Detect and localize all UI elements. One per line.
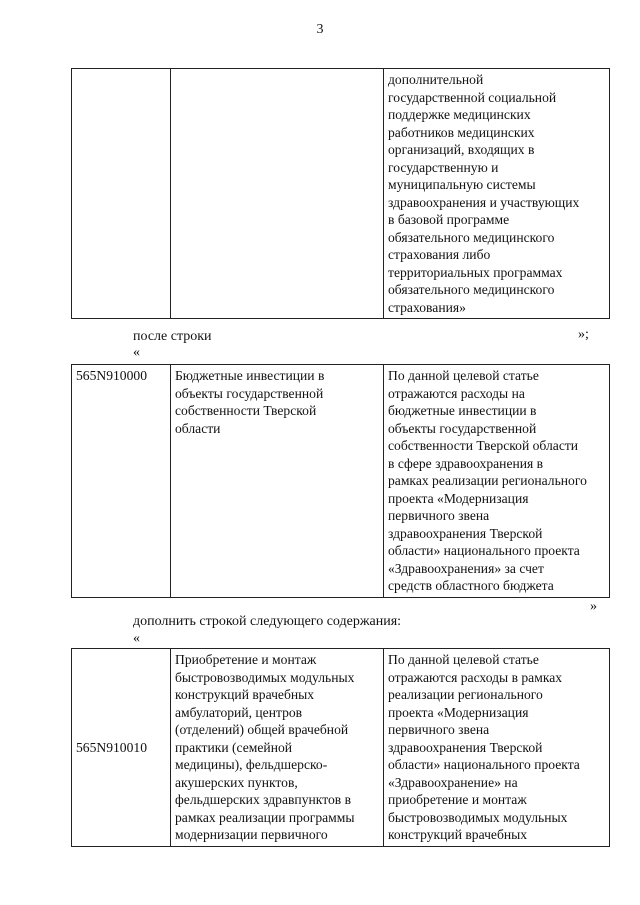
text-line: собственности Тверской области bbox=[388, 438, 579, 453]
text-line: первичного звена bbox=[388, 508, 490, 523]
text-line: конструкций врачебных bbox=[388, 827, 528, 842]
page-number: 3 bbox=[316, 22, 324, 37]
text-line: Бюджетные инвестиции в bbox=[175, 368, 325, 383]
text-line: государственной социальной bbox=[388, 89, 557, 105]
text-line: «Здравоохранения» за счет bbox=[388, 560, 544, 576]
table-row bbox=[72, 649, 610, 847]
text-line: рамках реализации регионального bbox=[388, 473, 587, 488]
text-line: в базовой программе bbox=[388, 212, 510, 227]
name-cell bbox=[171, 365, 384, 598]
text-line: в сфере здравоохранения в bbox=[388, 455, 544, 471]
text-line: области» национального проекта bbox=[388, 757, 580, 772]
text-line: поддержке медицинских bbox=[388, 107, 531, 122]
code-cell: 565N910010 bbox=[72, 649, 171, 847]
text-line: работников медицинских bbox=[388, 124, 535, 140]
text-line: страхования» bbox=[388, 299, 466, 315]
text-line: области» национального проекта bbox=[388, 543, 580, 558]
add-line-label: дополнить строкой следующего содержания: bbox=[133, 614, 402, 629]
text-line: рамках реализации программы bbox=[175, 809, 355, 825]
after-line-label: после строки bbox=[133, 329, 212, 344]
text-line: амбулаторий, центров bbox=[175, 704, 303, 720]
text-line: объекты государственной bbox=[175, 385, 324, 401]
text-line: первичного звена bbox=[388, 722, 490, 737]
name-cell bbox=[171, 69, 384, 319]
text-line: (отделений) общей врачебной bbox=[175, 722, 349, 737]
code-cell bbox=[72, 69, 171, 319]
opening-quote: « bbox=[133, 345, 140, 360]
text-line: обязательного медицинского bbox=[388, 229, 555, 245]
opening-quote: « bbox=[133, 631, 140, 646]
text-line: средств областного бюджета bbox=[388, 578, 554, 593]
text-line: бюджетные инвестиции в bbox=[388, 403, 537, 418]
table-continuation bbox=[71, 68, 610, 319]
text-line: конструкций врачебных bbox=[175, 687, 315, 702]
table-row bbox=[72, 69, 610, 319]
text-line: муниципальную системы bbox=[388, 177, 536, 192]
text-line: здравоохранения и участвующих bbox=[388, 194, 580, 210]
text-line: фельдшерских здравпунктов в bbox=[175, 792, 352, 807]
table-new-row bbox=[71, 648, 610, 847]
text-line: практики (семейной bbox=[175, 739, 293, 755]
text-line: приобретение и монтаж bbox=[388, 792, 527, 807]
closing-quote: »; bbox=[578, 327, 589, 342]
description-cell bbox=[384, 69, 610, 319]
closing-quote: » bbox=[590, 599, 597, 614]
text-line: здравоохранения Тверской bbox=[388, 739, 543, 755]
text-line: отражаются расходы на bbox=[388, 385, 525, 401]
text-line: объекты государственной bbox=[388, 420, 537, 436]
text-line: организаций, входящих в bbox=[388, 142, 535, 157]
text-line: проекта «Модернизация bbox=[388, 704, 529, 720]
text-line: Приобретение и монтаж bbox=[175, 652, 317, 667]
text-line: страхования либо bbox=[388, 247, 491, 262]
text-line: государственную и bbox=[388, 159, 499, 175]
text-line: быстровозводимых модульных bbox=[175, 669, 355, 685]
code-cell: 565N910000 bbox=[72, 365, 171, 598]
text-line: отражаются расходы в рамках bbox=[388, 669, 563, 685]
text-line: По данной целевой статье bbox=[388, 368, 539, 383]
table-row bbox=[72, 365, 610, 598]
text-line: области bbox=[175, 420, 221, 436]
text-line: По данной целевой статье bbox=[388, 652, 539, 667]
text-line: дополнительной bbox=[388, 72, 484, 87]
table-existing-row bbox=[71, 364, 610, 598]
name-cell bbox=[171, 649, 384, 847]
text-line: быстровозводимых модульных bbox=[388, 809, 568, 825]
text-line: территориальных программах bbox=[388, 264, 563, 280]
text-line: здравоохранения Тверской bbox=[388, 525, 543, 541]
text-line: медицины), фельдшерско- bbox=[175, 757, 328, 772]
text-line: собственности Тверской bbox=[175, 403, 317, 418]
text-line: проекта «Модернизация bbox=[388, 490, 529, 506]
text-line: «Здравоохранение» на bbox=[388, 774, 518, 790]
description-cell bbox=[384, 365, 610, 598]
text-line: обязательного медицинского bbox=[388, 282, 555, 297]
text-line: модернизации первичного bbox=[175, 827, 328, 842]
text-line: реализации регионального bbox=[388, 687, 543, 702]
text-line: акушерских пунктов, bbox=[175, 774, 298, 790]
description-cell bbox=[384, 649, 610, 847]
